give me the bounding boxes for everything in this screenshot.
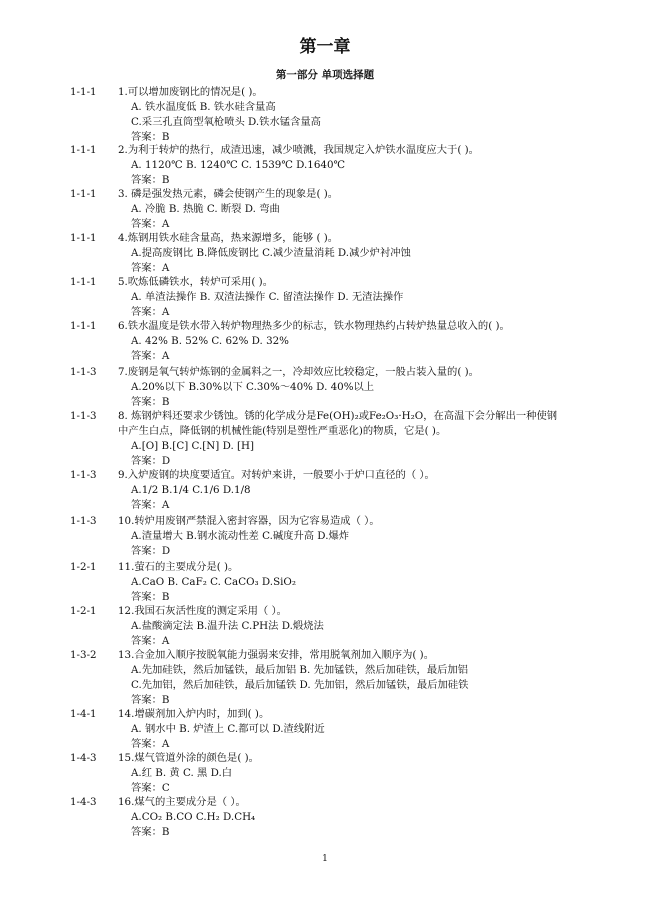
section-title: 第一部分 单项选择题 bbox=[275, 69, 375, 81]
question-answer: 答案：B bbox=[131, 131, 170, 143]
question-options: C.采三孔直筒型氧枪喷头 D.铁水锰含量高 bbox=[131, 116, 321, 128]
question-options: A.CaO B. CaF₂ C. CaCO₃ D.SiO₂ bbox=[131, 576, 296, 588]
question-code: 1-2-1 bbox=[70, 561, 97, 573]
question-answer: 答案：A bbox=[131, 635, 170, 647]
question-code: 1-1-1 bbox=[70, 188, 97, 200]
question-code: 1-1-1 bbox=[70, 320, 97, 332]
question-answer: 答案：A bbox=[131, 350, 170, 362]
question-stem: 14.增碳剂加入炉内时，加到( )。 bbox=[118, 708, 270, 720]
question-answer: 答案：C bbox=[131, 782, 170, 794]
question-options: A. 42% B. 52% C. 62% D. 32% bbox=[131, 335, 289, 347]
question-code: 1-1-3 bbox=[70, 469, 97, 481]
question-code: 1-1-1 bbox=[70, 232, 97, 244]
question-options: A.渣量增大 B.钢水流动性差 C.碱度升高 D.爆炸 bbox=[131, 530, 350, 542]
question-stem: 3. 磷是强发热元素，磷会使钢产生的现象是( )。 bbox=[118, 188, 339, 200]
question-answer: 答案：A bbox=[131, 499, 170, 511]
question-code: 1-2-1 bbox=[70, 605, 97, 617]
question-options: A. 1120℃ B. 1240℃ C. 1539℃ D.1640℃ bbox=[131, 159, 346, 171]
question-code: 1-1-1 bbox=[70, 144, 97, 156]
question-stem: 4.炼钢用铁水硅含量高，热来源增多，能够 ( )。 bbox=[118, 232, 339, 244]
question-stem: 10.转炉用废钢严禁混入密封容器，因为它容易造成（ ）。 bbox=[118, 515, 380, 527]
question-options: A. 单渣法操作 B. 双渣法操作 C. 留渣法操作 D. 无渣法操作 bbox=[131, 291, 404, 303]
question-answer: 答案：B bbox=[131, 694, 170, 706]
question-stem: 8. 炼钢炉料还要求少锈蚀。锈的化学成分是Fe(OH)₂或Fe₂O₃·H₂O，在高温下会分解出一种使钢 bbox=[118, 410, 558, 422]
question-stem: 13.合金加入顺序按脱氧能力强弱来安排，常用脱氧剂加入顺序为( )。 bbox=[118, 649, 434, 661]
question-code: 1-1-1 bbox=[70, 86, 97, 98]
question-code: 1-4-3 bbox=[70, 752, 97, 764]
question-code: 1-1-1 bbox=[70, 276, 97, 288]
question-answer: 答案：D bbox=[131, 545, 171, 557]
question-options: A.[O] B.[C] C.[N] D. [H] bbox=[131, 440, 255, 452]
question-options: A.先加硅铁，然后加锰铁，最后加铝 B. 先加锰铁，然后加硅铁，最后加铝 bbox=[131, 664, 469, 676]
question-stem: 中产生白点，降低钢的机械性能(特别是塑性严重恶化)的物质，它是( )。 bbox=[118, 425, 447, 437]
question-answer: 答案：B bbox=[131, 826, 170, 838]
question-answer: 答案：A bbox=[131, 218, 170, 230]
question-options: A.红 B. 黄 C. 黑 D.白 bbox=[131, 767, 233, 779]
question-answer: 答案：B bbox=[131, 174, 170, 186]
question-options: A.1/2 B.1/4 C.1/6 D.1/8 bbox=[131, 484, 251, 496]
question-options: A. 铁水温度低 B. 铁水硅含量高 bbox=[131, 101, 276, 113]
question-answer: 答案：D bbox=[131, 455, 171, 467]
question-stem: 9.入炉废钢的块度要适宜。对转炉来讲，一般要小于炉口直径的（ ）。 bbox=[118, 469, 435, 481]
chapter-title: 第一章 bbox=[299, 37, 351, 57]
question-stem: 2.为利于转炉的热行，成渣迅速，减少喷溅，我国规定入炉铁水温度应大于( )。 bbox=[118, 144, 479, 156]
question-stem: 11.萤石的主要成分是( )。 bbox=[118, 561, 239, 573]
question-options: A.盐酸滴定法 B.温升法 C.PH法 D.煅烧法 bbox=[131, 620, 324, 632]
question-options: A. 冷脆 B. 热脆 C. 断裂 D. 弯曲 bbox=[131, 203, 280, 215]
question-stem: 12.我国石灰活性度的测定采用（ ）。 bbox=[118, 605, 287, 617]
question-stem: 15.煤气管道外涂的颜色是( )。 bbox=[118, 752, 259, 764]
question-options: A.提高废钢比 B.降低废钢比 C.减少渣量消耗 D.减少炉衬冲蚀 bbox=[131, 247, 411, 259]
page-number: 1 bbox=[322, 854, 328, 864]
question-answer: 答案：A bbox=[131, 738, 170, 750]
question-answer: 答案：B bbox=[131, 396, 170, 408]
question-answer: 答案：A bbox=[131, 306, 170, 318]
question-stem: 1.可以增加废钢比的情况是( )。 bbox=[118, 86, 263, 98]
question-answer: 答案：A bbox=[131, 262, 170, 274]
question-options: A.20%以下 B.30%以下 C.30%～40% D. 40%以上 bbox=[131, 381, 375, 393]
question-code: 1-1-3 bbox=[70, 410, 97, 422]
question-stem: 6.铁水温度是铁水带入转炉物理热多少的标志，铁水物理热约占转炉热量总收入的( )。 bbox=[118, 320, 510, 332]
question-answer: 答案：B bbox=[131, 591, 170, 603]
question-stem: 16.煤气的主要成分是（ ）。 bbox=[118, 796, 246, 808]
question-code: 1-4-3 bbox=[70, 796, 97, 808]
question-code: 1-1-3 bbox=[70, 515, 97, 527]
question-code: 1-1-3 bbox=[70, 366, 97, 378]
question-options: A. 钢水中 B. 炉渣上 C.都可以 D.渣线附近 bbox=[131, 723, 325, 735]
question-options: A.CO₂ B.CO C.H₂ D.CH₄ bbox=[131, 811, 256, 823]
question-options: C.先加铝，然后加硅铁，最后加锰铁 D. 先加铝，然后加锰铁，最后加硅铁 bbox=[131, 679, 469, 691]
question-code: 1-3-2 bbox=[70, 649, 97, 661]
question-code: 1-4-1 bbox=[70, 708, 97, 720]
question-stem: 7.废钢是氧气转炉炼钢的金属料之一，冷却效应比较稳定，一般占装入量的( )。 bbox=[118, 366, 479, 378]
question-stem: 5.吹炼低磷铁水，转炉可采用( )。 bbox=[118, 276, 273, 288]
